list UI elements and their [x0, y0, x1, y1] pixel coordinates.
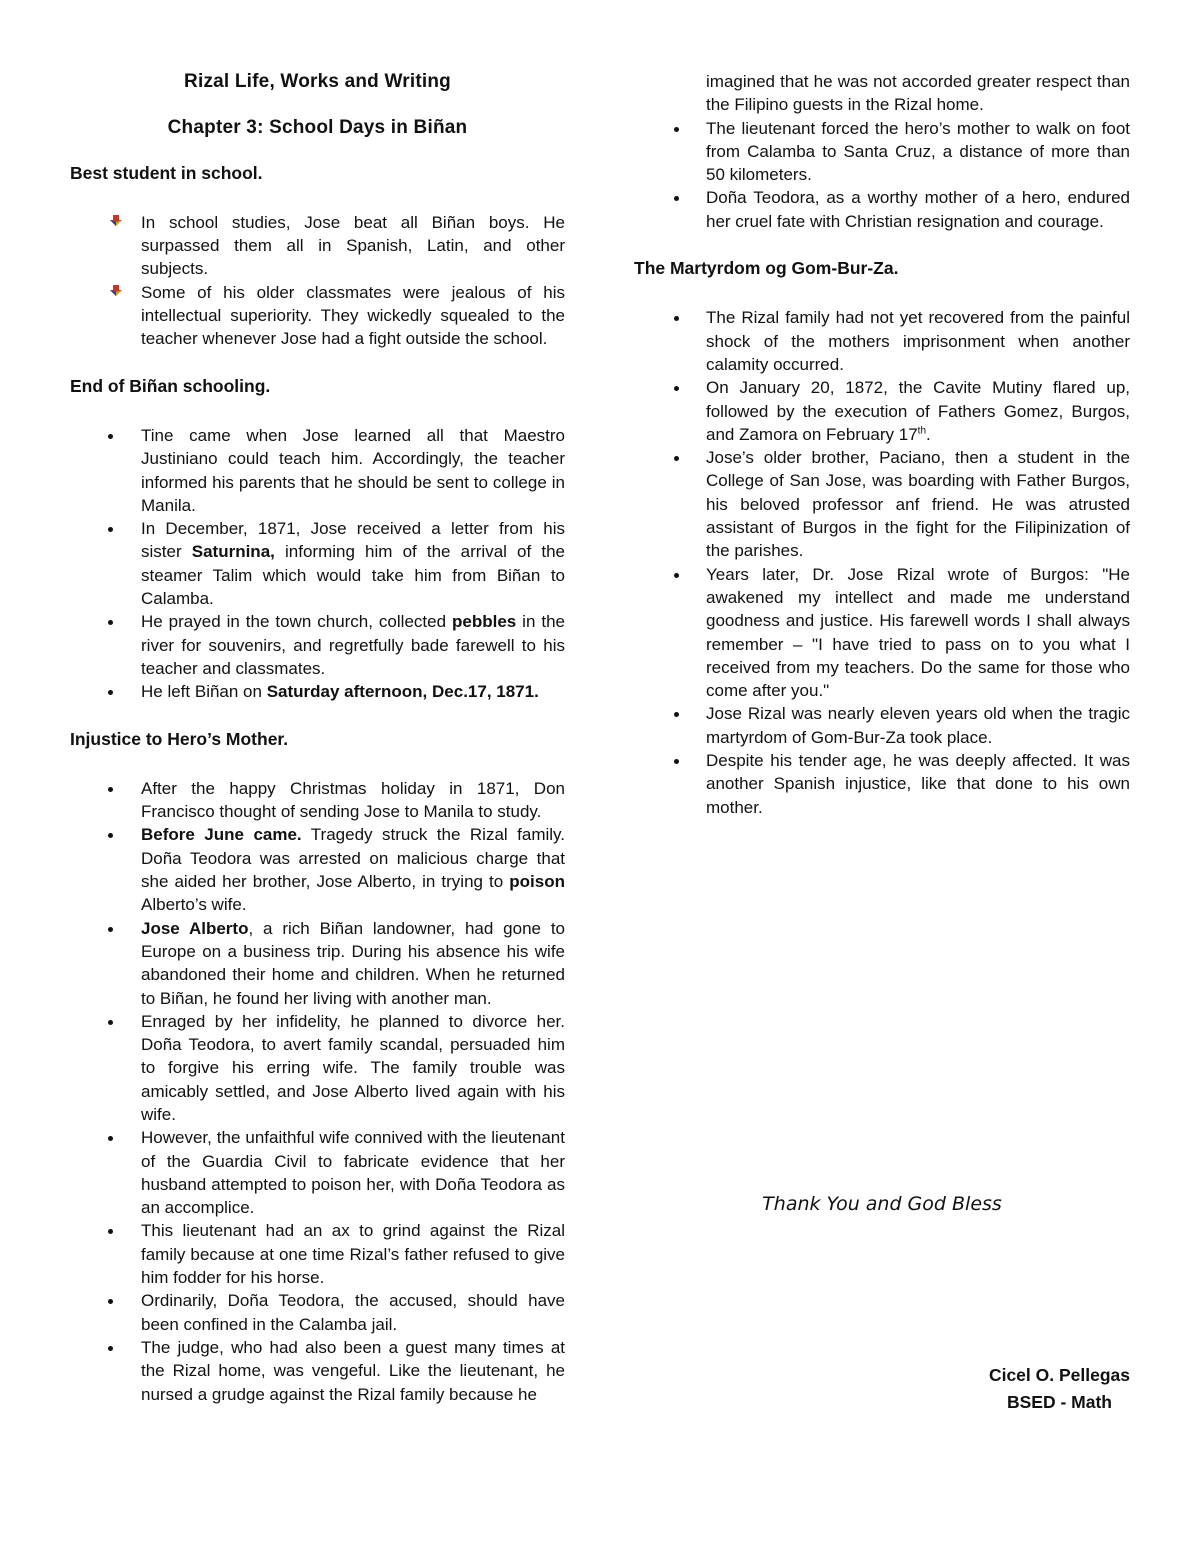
- list-item-text: Tine came when Jose learned all that Maestro Justiniano could teach him. Accordingly, the teacher informed his parents that he should be sent to college in Manila.: [141, 425, 565, 515]
- section-heading-martyrdom: The Martyrdom og Gom-Bur-Za.: [634, 258, 899, 279]
- dot-bullet-icon: [674, 573, 679, 578]
- list-item-text: This lieutenant had an ax to grind against the Rizal family because at one time Rizal’s father refused to give him fodder for his horse.: [141, 1221, 565, 1288]
- best-student-list: [70, 211, 565, 351]
- dot-bullet-icon: [674, 712, 679, 717]
- list-item: [70, 823, 565, 916]
- text-run: Alberto’s wife.: [141, 895, 247, 915]
- list-item-text: The judge, who had also been a guest many times at the Rizal home, was vengeful. Like the lieutenant, he nursed a grudge against the Rizal family because he: [141, 1337, 565, 1404]
- text-run: He left Biñan on: [141, 682, 267, 702]
- section-heading-end-schooling: End of Biñan schooling.: [70, 375, 271, 396]
- dot-bullet-icon: [674, 759, 679, 764]
- list-item-text: Jose’s older brother, Paciano, then a student in the College of San Jose, was boarding with Father Burgos, his beloved professor anf friend. He was atrusted assistant of Burgos in the fight for the Filipinization of the parishes.: [706, 448, 1130, 561]
- list-item: [634, 117, 1130, 187]
- list-item: [70, 281, 565, 351]
- dot-bullet-icon: [108, 434, 113, 439]
- bold-text: Jose Alberto: [141, 918, 249, 938]
- right-column: [634, 0, 1130, 819]
- dot-bullet-icon: [674, 316, 679, 321]
- list-item: [70, 517, 565, 610]
- list-item: [634, 376, 1130, 446]
- dot-bullet-icon: [108, 787, 113, 792]
- dot-bullet-icon: [108, 927, 113, 932]
- list-item-text: Ordinarily, Doña Teodora, the accused, should have been confined in the Calamba jail.: [141, 1291, 565, 1334]
- dot-bullet-icon: [108, 690, 113, 695]
- dot-bullet-icon: [108, 527, 113, 532]
- list-item: [70, 211, 565, 281]
- bold-text: Before June came.: [141, 825, 302, 845]
- chapter-title: Chapter 3: School Days in Biñan: [167, 117, 468, 139]
- arrow-down-bullet-icon: [109, 215, 123, 227]
- martyrdom-list: [634, 306, 1130, 819]
- document-title: Rizal Life, Works and Writing: [184, 71, 451, 92]
- list-item-text: Enraged by her infidelity, he planned to divorce her. Doña Teodora, to avert family scandal, persuaded him to forgive his erring wife. The family trouble was amicably settled, and Jose Alberto lived again with his wife.: [141, 1011, 565, 1124]
- author-course: BSED - Math: [1006, 1392, 1112, 1412]
- dot-bullet-icon: [674, 386, 679, 391]
- dot-bullet-icon: [108, 1136, 113, 1141]
- bold-text: pebbles: [451, 612, 517, 632]
- list-item: [70, 424, 565, 517]
- list-item: [70, 1219, 565, 1289]
- signature-block: [989, 1362, 1130, 1416]
- list-item-text: Despite his tender age, he was deeply affected. It was another Spanish injustice, like that done to his own mother.: [706, 751, 1130, 817]
- list-item-text: imagined that he was not accorded greater respect than the Filipino guests in the Rizal home.: [706, 72, 1130, 115]
- list-item-text: Doña Teodora, as a worthy mother of a hero, endured her cruel fate with Christian resignation and courage.: [706, 188, 1130, 231]
- bold-text: Saturday afternoon, Dec.17, 1871.: [266, 682, 539, 702]
- list-item-text: The Rizal family had not yet recovered from the painful shock of the mothers imprisonment when another calamity occurred.: [706, 308, 1130, 374]
- list-item-text: Years later, Dr. Jose Rizal wrote of Burgos: "He awakened my intellect and made me understand goodness and justice. His farewell words I shall always remember – "I have tried to pass on to you what I received from my teachers. Do the same for those who come after you.": [706, 564, 1130, 701]
- dot-bullet-icon: [674, 456, 679, 461]
- list-item: [70, 1336, 565, 1406]
- section-heading-best-student: Best student in school.: [70, 162, 263, 183]
- dot-bullet-icon: [108, 620, 113, 625]
- list-item-continued: [634, 70, 1130, 117]
- dot-bullet-icon: [674, 196, 679, 201]
- arrow-down-bullet-icon: [109, 285, 123, 297]
- bold-text: Saturnina,: [191, 542, 275, 562]
- list-item: [70, 680, 565, 703]
- injustice-list-continued: [634, 70, 1130, 233]
- list-item-text: Jose Rizal was nearly eleven years old when the tragic martyrdom of Gom-Bur-Za took place.: [706, 704, 1130, 747]
- list-item: [70, 777, 565, 824]
- list-item-text: After the happy Christmas holiday in 1871, Don Francisco thought of sending Jose to Manila to study.: [141, 778, 565, 822]
- list-item: [70, 610, 565, 680]
- text-run: in the river for souvenirs, and regretfully bade farewell to his teacher and classmates.: [141, 612, 565, 678]
- text-run: On January 20, 1872, the Cavite Mutiny flared up, followed by the execution of Fathers Gomez, Burgos, and Zamora on February 17: [706, 378, 1130, 444]
- list-item-text: In school studies, Jose beat all Biñan boys. He surpassed them all in Spanish, Latin, and other subjects.: [141, 212, 565, 279]
- text-run: .: [926, 424, 931, 444]
- dot-bullet-icon: [108, 1299, 113, 1304]
- list-item: [634, 446, 1130, 562]
- dot-bullet-icon: [108, 1020, 113, 1025]
- list-item: [634, 186, 1130, 233]
- list-item-text: Some of his older classmates were jealous of his intellectual superiority. They wickedly squealed to the teacher whenever Jose had a fight outside the school.: [141, 282, 565, 349]
- injustice-list: [70, 777, 565, 1406]
- left-column: [70, 0, 565, 1406]
- list-item-text: However, the unfaithful wife connived with the lieutenant of the Guardia Civil to fabricate evidence that her husband attempted to poison her, with Doña Teodora as an accomplice.: [141, 1128, 565, 1218]
- dot-bullet-icon: [108, 1346, 113, 1351]
- list-item: [70, 1010, 565, 1126]
- text-run: , a rich Biñan landowner, had gone to Europe on a business trip. During his absence his wife abandoned their home and children. When he returned to Biñan, he found her living with another man.: [141, 918, 566, 1008]
- list-item: [70, 1126, 565, 1219]
- list-item: [634, 702, 1130, 749]
- dot-bullet-icon: [108, 833, 113, 838]
- end-schooling-list: [70, 424, 565, 704]
- superscript: th: [917, 425, 927, 437]
- closing-message: Thank You and God Bless: [762, 1193, 1002, 1215]
- author-name: Cicel O. Pellegas: [988, 1365, 1130, 1385]
- text-run: informing him of the arrival of the steamer Talim which would take him from Biñan to Calamba.: [141, 542, 565, 609]
- list-item: [634, 749, 1130, 819]
- list-item: [634, 306, 1130, 376]
- text-run: Tragedy struck the Rizal family. Doña Teodora was arrested on malicious charge that she aided her brother, Jose Alberto, in trying to: [141, 825, 565, 892]
- text-run: In December, 1871, Jose received a letter from his sister: [141, 519, 565, 562]
- list-item: [634, 563, 1130, 703]
- dot-bullet-icon: [674, 127, 679, 132]
- bold-text: poison: [509, 872, 565, 892]
- list-item: [70, 917, 565, 1010]
- section-heading-injustice: Injustice to Hero’s Mother.: [70, 728, 289, 749]
- list-item-text: The lieutenant forced the hero’s mother to walk on foot from Calamba to Santa Cruz, a distance of more than 50 kilometers.: [706, 118, 1130, 185]
- dot-bullet-icon: [108, 1229, 113, 1234]
- list-item: [70, 1289, 565, 1336]
- text-run: He prayed in the town church, collected: [141, 612, 452, 632]
